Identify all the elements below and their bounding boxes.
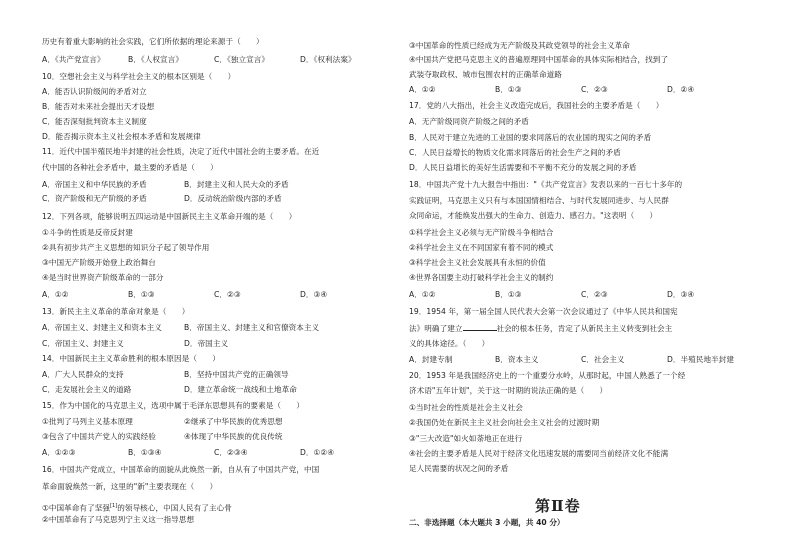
left-option: ②继承了中华民族的优秀思想 [184,417,283,426]
left-line-29: ①中国革命有了坚强[1]的领导核心，中国人民有了主心骨 [42,503,232,513]
left-line-23: 15．作为中国化的马克思主义，选项中属于毛泽东思想具有的要素是（ ） [42,401,305,410]
left-line-15: ④是当时世界资产阶级革命的一部分 [42,273,164,282]
right-option: B．①③ [495,85,522,94]
right-line-13: ②科学社会主义在不同国家有着不同的模式 [409,243,554,252]
left-option: D．反动统治阶级内部的矛盾 [184,194,282,203]
right-line-14: ③科学社会主义社会发展具有永恒的价值 [409,258,546,267]
left-line-22 [42,385,297,395]
left-option: C．帝国主义、封建主义 [42,339,124,348]
right-line-9: 18．中国共产党十九大报告中指出："《共产党宣言》发表以来的一百七十多年的 [409,180,683,189]
left-option: D．①②④ [300,448,335,457]
left-line-9 [42,180,289,190]
left-option: D．帝国主义 [184,339,229,348]
right-option: A．①② [409,290,436,299]
left-option: B．封建主义和人民大众的矛盾 [184,180,289,189]
left-line-0: 历史有着重大影响的社会实践，它们所依据的理论来源于（ ） [42,37,264,46]
right-option: B．①③ [495,290,522,299]
left-option: D．③④ [300,290,328,299]
right-option: C．社会主义 [581,355,625,364]
left-line-10 [42,194,282,204]
right-option: D．③④ [667,290,695,299]
left-line-2: 10．空想社会主义与科学社会主义的根本区别是（ ） [42,72,236,81]
right-line-0: ③中国革命的性质已经成为无产阶级及其政党领导的社会主义革命 [409,41,630,50]
left-option: ③包含了中国共产党人的实践经验 [42,432,156,441]
left-option: C．②③ [214,290,241,299]
right-line-6: B．人民对于建立先进的工业国的要求同落后的农业国的现实之间的矛盾 [409,133,652,142]
left-option: A．①② [42,290,69,299]
left-line-4: B．能否对未来社会提出天才设想 [42,102,155,111]
left-option: A．《共产党宣言》 [42,55,105,64]
right-line-19: 义的具体途径。（ ） [409,339,490,348]
left-option: D．《权利法案》 [300,55,356,64]
left-line-26 [42,448,386,458]
left-line-1 [42,55,386,65]
left-option: B．①③④ [128,448,162,457]
fill-blank [463,322,497,331]
left-option: B．坚持中国共产党的正确领导 [184,370,289,379]
left-line-7: 11．近代中国半殖民地半封建的社会性质，决定了近代中国社会的主要矛盾。在近 [42,147,320,156]
right-line-17: 19．1954 年，第一届全国人民代表大会第一次会议通过了《中华人民共和国宪 [409,307,678,316]
right-line-7: C．人民日益增长的物质文化需求同落后的社会生产之间的矛盾 [409,148,621,157]
right-line-24: ②我国仍处在新民主主义社会向社会主义社会的过渡时期 [409,418,600,427]
left-option: ①批判了马列主义基本原理 [42,417,133,426]
left-line-27: 16．中国共产党成立，中国革命的面貌从此焕然一新，自从有了中国共产党，中国 [42,465,320,474]
left-option: B．帝国主义、封建主义和官僚资本主义 [184,323,320,332]
right-option: C．②③ [581,85,608,94]
right-line-8: D．人民日益增长的美好生活需要和不平衡不充分的发展之间的矛盾 [409,163,637,172]
right-option: A．封建专制 [409,355,453,364]
left-line-25 [42,432,283,442]
right-line-26: ④社会的主要矛盾是人民对于经济文化迅速发展的需要同当前经济文化不能满 [409,449,669,458]
volume-title: 第Ⅱ卷 [535,497,581,515]
right-option: A．①② [409,85,436,94]
right-option: 法》明确了建立 [409,324,463,333]
right-line-11: 众同命运，才能焕发出强大的生命力、创造力、感召力。"这表明（ ） [409,211,658,220]
right-line-20 [409,355,753,365]
right-option: B．资本主义 [495,355,539,364]
left-option: C．走发展社会主义的道路 [42,385,132,394]
reference-mark: [1] [110,503,118,509]
left-line-19 [42,339,228,349]
left-line-16 [42,290,386,300]
left-option: B．①③ [128,290,155,299]
left-line-5: C．能否深刻批判资本主义制度 [42,117,147,126]
right-line-27: 足人民需要的状况之间的矛盾 [409,464,509,473]
left-line-3: A．能否认识阶级间的矛盾对立 [42,87,147,96]
left-line-14: ③中国无产阶级开始登上政治舞台 [42,258,156,267]
right-option: C．②③ [581,290,608,299]
left-line-8: 代中国的各种社会矛盾中，最主要的矛盾是（ ） [42,163,218,172]
right-line-2: 武装夺取政权、城市包围农村的正确革命道路 [409,70,562,79]
right-line-3 [409,85,753,95]
left-option: A．帝国主义和中华民族的矛盾 [42,180,147,189]
left-line-17: 13．新民主主义革命的革命对象是（ ） [42,307,190,316]
right-line-18 [409,322,672,334]
right-line-23: ①当时社会的性质是社会主义社会 [409,403,523,412]
left-option: C．资产阶级和无产阶级的矛盾 [42,194,147,203]
left-line-24 [42,417,283,427]
right-option: D．半殖民地半封建 [667,355,735,364]
left-option: A．帝国主义、封建主义和资本主义 [42,323,162,332]
left-line-18 [42,323,319,333]
right-option: 社会的根本任务，肯定了从新民主主义转变到社会主 [496,324,673,333]
left-option: C．《独立宣言》 [214,55,270,64]
section-title: 二、非选择题（本大题共 3 小题，共 40 分） [409,518,565,527]
left-line-28: 革命面貌焕然一新，这里的"新"主要表现在（ ） [42,482,218,491]
right-line-22: 济术语"五年计划"，关于这一时期的说法正确的是（ ） [409,386,608,395]
left-option: B．《人权宣言》 [128,55,183,64]
left-line-30: ②中国革命有了马克思列宁主义这一指导思想 [42,515,195,524]
right-line-10: 实践证明，马克思主义只有与本国国情相结合、与时代发展同进步、与人民群 [409,196,669,205]
right-line-1: ④中国共产党把马克思主义的普遍原理同中国革命的具体实际相结合，找到了 [409,55,669,64]
left-line-12: ①斗争的性质是反帝反封建 [42,228,133,237]
left-option: A．广大人民群众的支持 [42,370,124,379]
left-line-11: 12．下列各项，能够说明五四运动是中国新民主主义革命开端的是（ ） [42,212,297,221]
right-line-4: 17．党的八大指出，社会主义改造完成后，我国社会的主要矛盾是（ ） [409,101,664,110]
right-line-12: ①科学社会主义必须与无产阶级斗争相结合 [409,228,554,237]
left-line-13: ②具有初步共产主义思想的知识分子起了领导作用 [42,243,210,252]
left-line-6: D．能否揭示资本主义社会根本矛盾和发展规律 [42,132,201,141]
left-option: ④体现了中华民族的优良传统 [184,432,283,441]
right-line-16 [409,290,753,300]
left-line-20: 14．中国新民主主义革命胜利的根本原因是（ ） [42,354,220,363]
right-line-25: ③"三大改造"如火如荼地正在进行 [409,434,523,443]
right-line-5: A．无产阶级同资产阶级之间的矛盾 [409,117,529,126]
right-line-21: 20．1953 年是我国经济史上的一个重要分水岭，从那时起，中国人熟悉了一个经 [409,371,686,380]
left-line-21 [42,370,289,380]
right-line-15: ④世界各国要主动打破科学社会主义的制约 [409,273,554,282]
right-option: D．②④ [667,85,695,94]
left-option: A．①②③ [42,448,76,457]
left-option: D．建立革命统一战线和土地革命 [184,385,297,394]
left-option: C．②③④ [214,448,248,457]
